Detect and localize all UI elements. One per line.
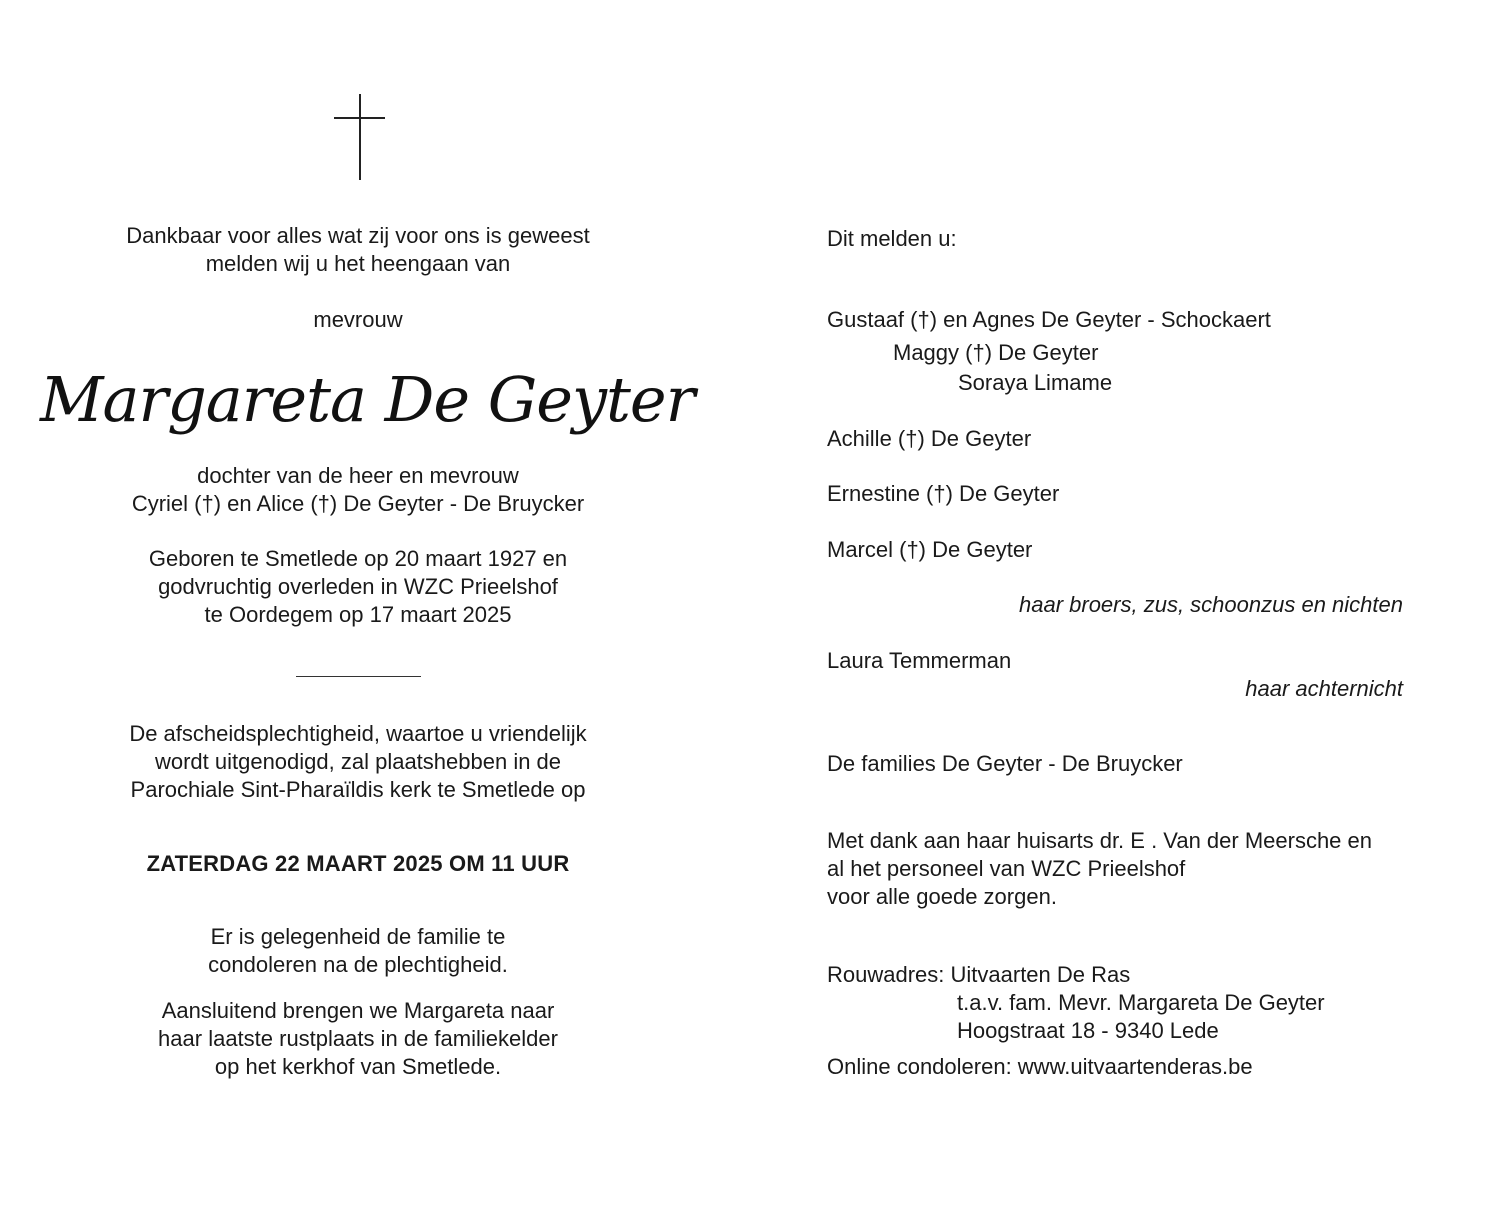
family-line-soraya: Soraya Limame bbox=[958, 370, 1113, 395]
thanks-line-1: Met dank aan haar huisarts dr. E . Van der Meersche en bbox=[827, 828, 1373, 853]
burial-line-1: Aansluitend brengen we Margareta naar bbox=[161, 998, 555, 1023]
family-line-maggy: Maggy (†) De Geyter bbox=[893, 340, 1099, 365]
ceremony-line-2: wordt uitgenodigd, zal plaatshebben in de bbox=[154, 749, 562, 774]
relation-grandniece: haar achternicht bbox=[1245, 676, 1403, 701]
divider bbox=[296, 676, 421, 677]
relation-siblings: haar broers, zus, schoonzus en nichten bbox=[1018, 592, 1403, 617]
life-line-3: te Oordegem op 17 maart 2025 bbox=[204, 602, 512, 627]
families-line: De families De Geyter - De Bruycker bbox=[827, 751, 1183, 776]
address-line-3: Hoogstraat 18 - 9340 Lede bbox=[957, 1018, 1219, 1043]
burial-line-3: op het kerkhof van Smetlede. bbox=[214, 1054, 502, 1079]
parents-line-2: Cyriel (†) en Alice (†) De Geyter - De Bruycker bbox=[131, 491, 585, 516]
service-date: ZATERDAG 22 MAART 2025 OM 11 UUR bbox=[146, 851, 570, 876]
address-line-2: t.a.v. fam. Mevr. Margareta De Geyter bbox=[957, 990, 1325, 1015]
intro-line-2: melden wij u het heengaan van bbox=[205, 251, 511, 276]
title-label: mevrouw bbox=[313, 307, 403, 332]
address-label: Rouwadres: Uitvaarten De Ras bbox=[827, 962, 1131, 987]
family-line-laura: Laura Temmerman bbox=[827, 648, 1012, 673]
intro-line-1: Dankbaar voor alles wat zij voor ons is geweest bbox=[126, 223, 590, 248]
ceremony-line-1: De afscheidsplechtigheid, waartoe u vriendelijk bbox=[129, 721, 587, 746]
family-line-marcel: Marcel (†) De Geyter bbox=[827, 537, 1033, 562]
life-line-1: Geboren te Smetlede op 20 maart 1927 en bbox=[148, 546, 568, 571]
deceased-name: Margareta De Geyter bbox=[40, 363, 695, 436]
condolence-line-1: Er is gelegenheid de familie te bbox=[210, 924, 506, 949]
thanks-line-2: al het personeel van WZC Prieelshof bbox=[827, 856, 1186, 881]
family-line-gustaaf: Gustaaf (†) en Agnes De Geyter - Schockaert bbox=[827, 307, 1271, 332]
burial-line-2: haar laatste rustplaats in de familiekelder bbox=[158, 1026, 558, 1051]
online-condolence-link[interactable]: Online condoleren: www.uitvaartenderas.be bbox=[827, 1054, 1253, 1079]
life-line-2: godvruchtig overleden in WZC Prieelshof bbox=[158, 574, 558, 599]
condolence-line-2: condoleren na de plechtigheid. bbox=[208, 952, 508, 977]
family-line-achille: Achille (†) De Geyter bbox=[827, 426, 1032, 451]
parents-line-1: dochter van de heer en mevrouw bbox=[197, 463, 519, 488]
ceremony-line-3: Parochiale Sint-Pharaïldis kerk te Smetlede op bbox=[130, 777, 586, 802]
cross-icon bbox=[334, 94, 386, 182]
thanks-line-3: voor alle goede zorgen. bbox=[827, 884, 1057, 909]
family-line-ernestine: Ernestine (†) De Geyter bbox=[827, 481, 1060, 506]
announcers-header: Dit melden u: bbox=[827, 226, 957, 251]
